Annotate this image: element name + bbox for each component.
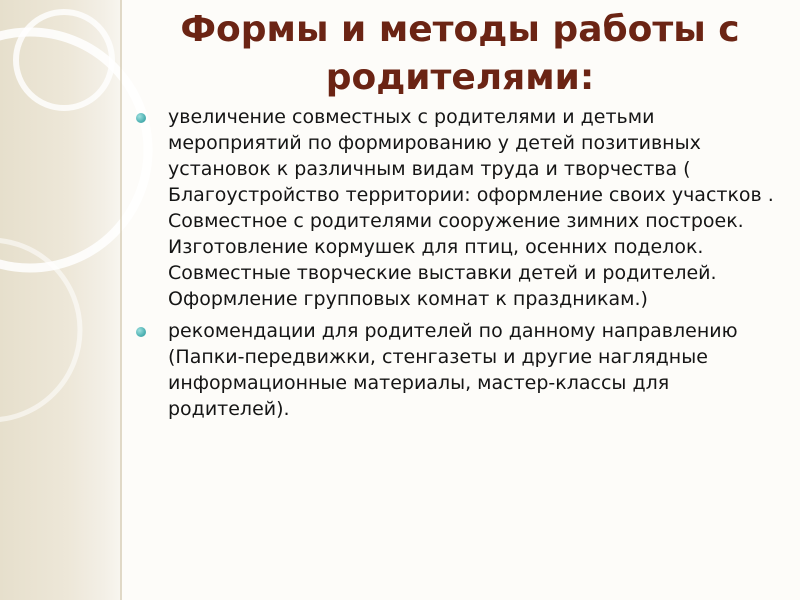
bullet-text: увеличение совместных с родителями и детьми мероприятий по формированию у детей позитивных установок к различным видам труда и творчества ( Благоустройство территории: оформление своих участков . Совместное с родителями сооружение зимних построек. Изготовление кормушек для птиц, осенних поделок. Совместные творческие выставки детей и родителей. Оформление групповых комнат к праздникам.) [168, 106, 774, 310]
bullet-text: рекомендации для родителей по данному направлению (Папки-передвижки, стенгазеты и другие наглядные информационные материалы, мастер-классы для родителей). [168, 320, 738, 420]
small-ring [16, 12, 112, 108]
bullet-item [168, 318, 778, 422]
slide-title: Формы и методы работы с родителями: [180, 9, 740, 98]
bullet-item [168, 104, 778, 312]
bullet-dot-icon [136, 113, 146, 123]
large-ring [0, 32, 148, 268]
bullet-dot-icon [136, 327, 146, 337]
bullet-list [168, 104, 778, 428]
